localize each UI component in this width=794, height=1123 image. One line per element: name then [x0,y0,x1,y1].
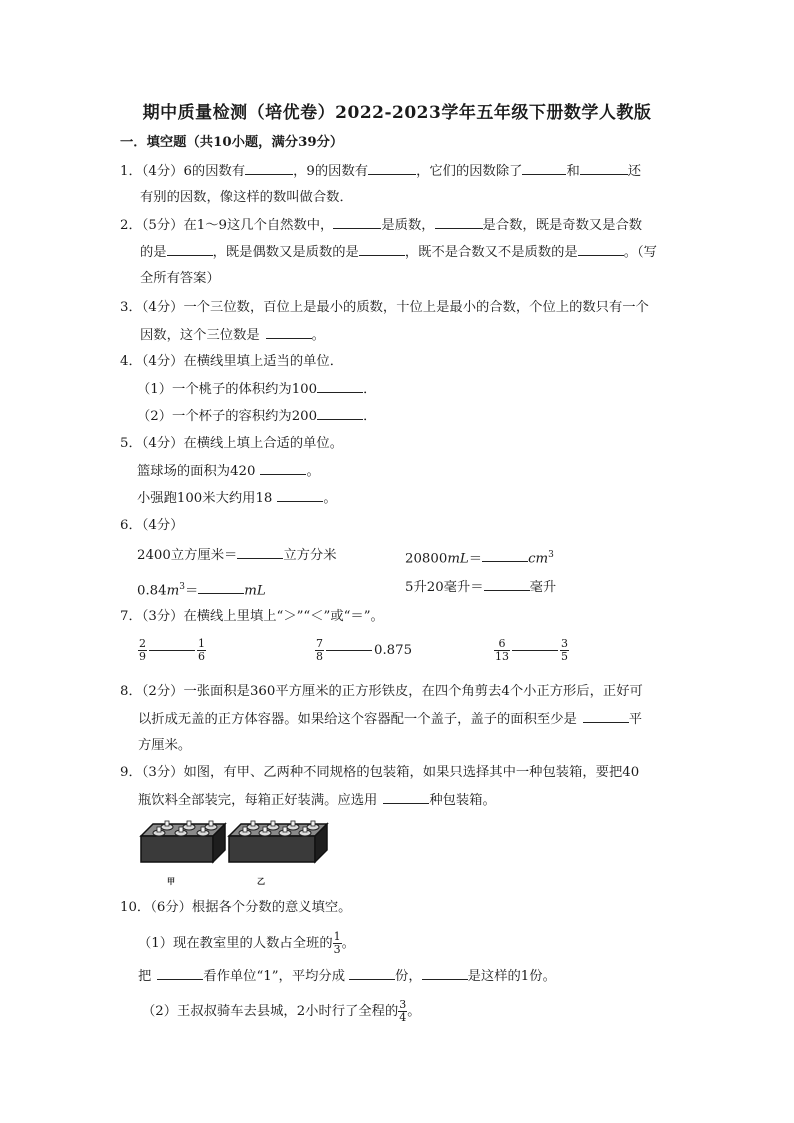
q10-text-c: 份， [395,969,422,984]
question-9-line-2 [138,791,496,810]
q6-d-text: 5升20毫升＝ [405,580,484,595]
question-8-line-3: 方厘米。 [138,738,192,753]
q6-item-b [405,546,554,568]
answer-blank[interactable] [349,967,395,980]
q10-sub1-end: 。 [341,936,355,951]
q2-text-g: 。（写 [623,245,657,260]
caption-jia: 甲 [167,876,175,886]
q6-b-exp: 3 [548,550,554,560]
answer-blank[interactable] [580,162,628,175]
question-1-line-1 [120,162,641,181]
q4-sub1-end: ． [363,382,377,397]
packing-boxes-figure [139,818,339,872]
q1-text-d: 和 [566,164,580,179]
q1-text-a: 1．（4分）6的因数有 [120,164,246,179]
q3-text-a: 因数，这个三位数是 [140,328,260,343]
q10-sub2-text: （2）王叔叔骑车去县城，2小时行了全程的 [142,1004,399,1019]
answer-blank[interactable] [383,791,429,804]
answer-blank[interactable] [198,581,244,594]
q5-sub2-end: 。 [323,491,337,506]
fraction: $\frac{1}{3}$ [333,930,341,956]
answer-blank[interactable] [326,650,372,651]
fraction: $\frac{3}{5}$ [561,637,568,663]
q5-sub1-text: 篮球场的面积为420 [137,464,256,479]
q6-c-unit2: mL [244,583,266,599]
q4-sub2-text: （2）一个杯子的容积约为200 [137,409,318,424]
q9-text-b: 种包装箱。 [429,793,496,808]
answer-blank[interactable] [266,326,312,339]
question-3-line-2 [140,326,325,345]
answer-blank[interactable] [359,243,405,256]
question-5-line-1: 5．（4分）在横线上填上合适的单位。 [120,436,344,451]
section-heading: 一．填空题（共10小题，满分39分） [120,135,344,150]
question-4-sub-2 [137,407,376,426]
q1-text-b: ，9的因数有 [293,164,369,179]
q7-decimal: 0.875 [374,643,413,658]
answer-blank[interactable] [245,162,293,175]
q5-sub2-text: 小强跑100米大约用18 [137,491,273,506]
q10-sub-1 [138,930,355,958]
q10-sub1-text: （1）现在教室里的人数占全班的 [138,936,333,951]
question-9-line-1: 9．（3分）如图，有甲、乙两种不同规格的包装箱，如果只选择其中一种包装箱，要把40 [120,765,640,780]
q3-text-b: 。 [311,328,325,343]
question-2-line-2 [140,243,657,262]
question-6-line-1: 6．（4分） [120,518,184,533]
fraction: $\frac{7}{8}$ [316,637,323,663]
question-3-line-1: 3．（4分）一个三位数，百位上是最小的质数，十位上是最小的合数，个位上的数只有一个 [120,300,649,315]
q7-compare-1 [138,636,206,666]
q8-text-b: 平 [628,712,643,727]
q6-c-exp: 3 [179,582,185,592]
question-2-line-3: 全所有答案） [140,271,220,286]
q7-compare-2 [315,636,412,666]
answer-blank[interactable] [435,216,483,229]
question-5-sub-2 [137,489,337,508]
question-2-line-1 [120,216,642,235]
answer-blank[interactable] [512,650,558,651]
answer-blank[interactable] [149,650,195,651]
q6-c-eq: ＝ [184,583,199,599]
fraction: $\frac{3}{4}$ [399,998,407,1024]
q10-text-d: 是这样的1份。 [467,969,556,984]
question-5-sub-1 [137,462,320,481]
box-jia [141,821,225,862]
q10-text-a: 把 [138,969,152,984]
fraction: $\frac{1}{6}$ [198,637,205,663]
answer-blank[interactable] [237,546,283,559]
question-10-line-1: 10．（6分）根据各个分数的意义填空。 [120,900,352,915]
q1-text-c: ，它们的因数除了 [416,164,523,179]
answer-blank[interactable] [167,243,213,256]
q10-sub-2 [142,998,421,1026]
answer-blank[interactable] [260,462,306,475]
q2-text-e: ，既是偶数又是质数的是 [212,245,359,260]
answer-blank[interactable] [317,407,363,420]
caption-yi: 乙 [257,876,265,886]
q10-text-b: 看作单位“1”，平均分成 [203,969,346,984]
page-title: 期中质量检测（培优卷）2022-2023学年五年级下册数学人教版 [142,103,652,123]
answer-blank[interactable] [317,380,363,393]
q10-sub2-end: 。 [407,1004,421,1019]
fraction: $\frac{2}{9}$ [139,637,146,663]
q9-text-a: 瓶饮料全部装完，每箱正好装满。应选用 [138,793,378,808]
q2-text-f: ，既不是合数又不是质数的是 [404,245,578,260]
q6-c-unit1: m [166,583,180,599]
q8-text-a: 以折成无盖的正方体容器。如果给这个容器配一个盖子，盖子的面积至少是 [138,712,577,727]
question-1-line-2: 有别的因数，像这样的数叫做合数． [140,190,353,205]
q10-line-3 [138,967,556,986]
q2-text-a: 2．（5分）在1～9这几个自然数中， [120,218,334,233]
q6-d-unit: 毫升 [529,580,557,595]
q6-item-a [137,546,337,565]
box-yi [229,821,327,862]
answer-blank[interactable] [422,967,468,980]
q6-b-eq: ＝ [468,551,483,567]
answer-blank[interactable] [522,162,566,175]
q6-b-unit2: cm [528,551,549,567]
question-4-line-1: 4．（4分）在横线里填上适当的单位． [120,354,344,369]
q6-a-unit: 立方分米 [283,548,337,563]
q6-b-unit1: mL [447,551,469,567]
q6-b-value: 20800 [405,551,448,567]
q5-sub1-end: 。 [306,464,320,479]
answer-blank[interactable] [157,967,203,980]
q4-sub2-end: ． [363,409,377,424]
answer-blank[interactable] [578,243,624,256]
q6-c-value: 0.84 [137,583,167,599]
question-8-line-2 [138,710,642,729]
answer-blank[interactable] [277,489,323,502]
answer-blank[interactable] [484,578,530,591]
q6-a-text: 2400立方厘米＝ [137,548,238,563]
q6-item-c [137,578,266,600]
question-4-sub-1 [137,380,376,399]
answer-blank[interactable] [333,216,381,229]
q2-text-c: 是合数，既是奇数又是合数 [482,218,643,233]
fraction: $\frac{6}{13}$ [495,637,509,663]
q2-text-d: 的是 [140,245,167,260]
question-7-line-1: 7．（3分）在横线上里填上“＞”“＜”或“＝”。 [120,609,384,624]
q2-text-b: 是质数， [381,218,435,233]
q1-text-e: 还 [627,164,642,179]
answer-blank[interactable] [482,549,528,562]
q7-compare-3 [494,636,569,666]
answer-blank[interactable] [583,710,629,723]
question-8-line-1: 8．（2分）一张面积是360平方厘米的正方形铁皮，在四个角剪去4个小正方形后，正好可 [120,684,643,699]
q6-item-d [405,578,556,597]
answer-blank[interactable] [368,162,416,175]
q4-sub1-text: （1）一个桃子的体积约为100 [137,382,318,397]
